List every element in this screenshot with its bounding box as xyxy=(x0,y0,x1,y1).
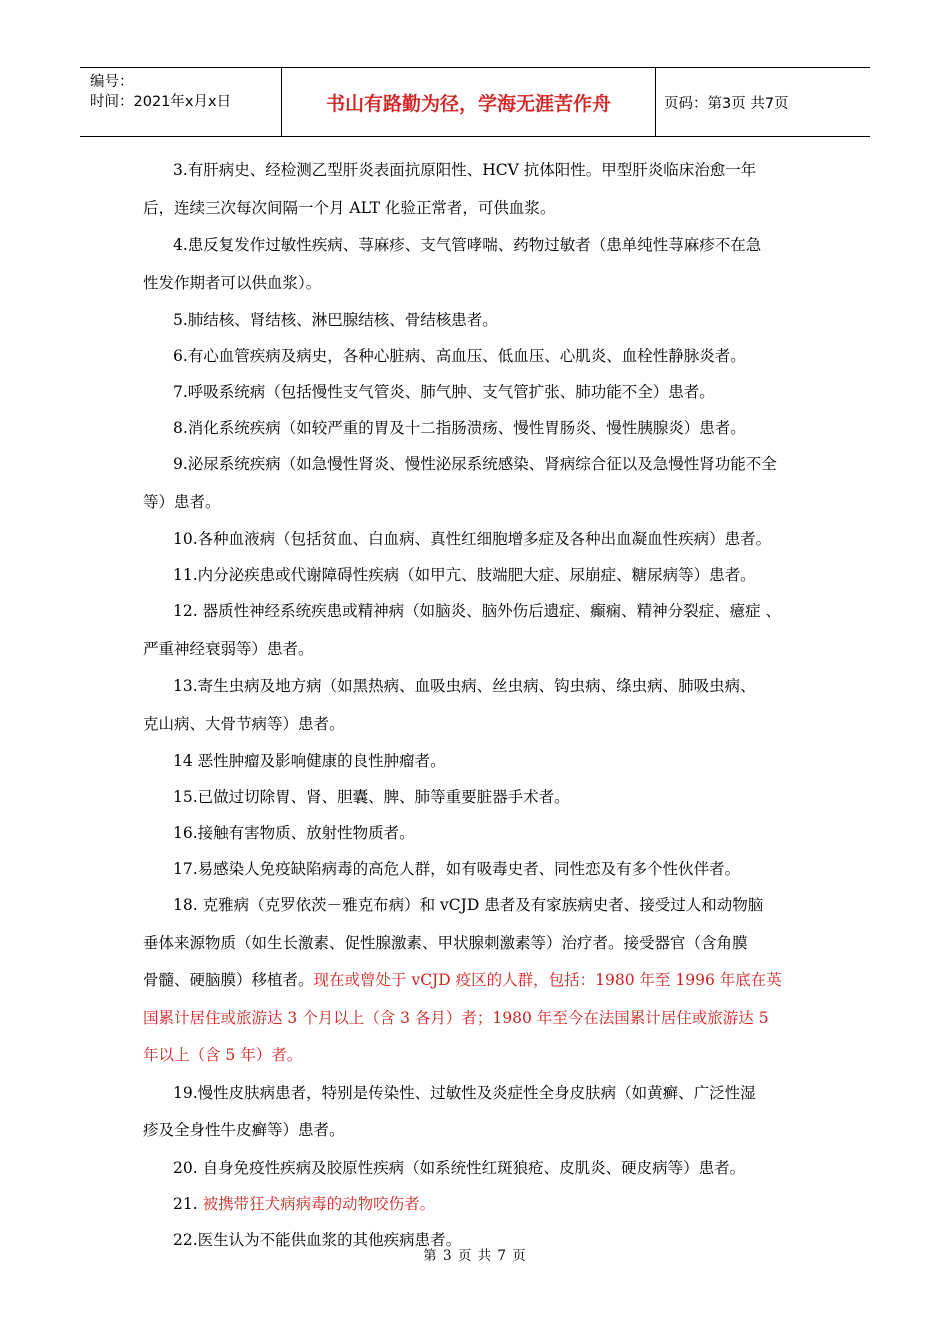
paragraph-18-line-5: 年以上（含 5 年）者。 xyxy=(143,1046,303,1064)
paragraph-21 xyxy=(143,1186,833,1222)
paragraph-line-1: 9.泌尿系统疾病（如急慢性肾炎、慢性泌尿系统感染、肾病综合征以及急慢性肾功能不全 xyxy=(173,455,777,473)
paragraph-line-2: 等）患者。 xyxy=(143,492,221,511)
paragraph-line-1: 7.呼吸系统病（包括慢性支气管炎、肺气肿、支气管扩张、肺功能不全）患者。 xyxy=(173,383,715,401)
vcjd-region-text: 现在或曾处于 vCJD 疫区的人群，包括：1980 年至 1996 年底在英 xyxy=(313,971,782,989)
paragraph-21-number: 21. xyxy=(173,1194,203,1213)
paragraph-20-line-1: 20. 自身免疫性疾病及胶原性疾病（如系统性红斑狼疮、皮肌炎、硬皮病等）患者。 xyxy=(173,1158,746,1177)
document-body xyxy=(143,152,833,1258)
paragraph xyxy=(143,410,833,446)
paragraph-18-line-1: 18. 克雅病（克罗依茨－雅克布病）和 vCJD 患者及有家族病史者、接受过人和动物脑 xyxy=(173,896,764,914)
date-label: 时间：2021年x月x日 xyxy=(90,94,232,110)
header-meta xyxy=(80,68,282,136)
paragraph-19 xyxy=(143,1075,833,1150)
paragraph xyxy=(143,593,833,668)
paragraph-18-line-2: 垂体来源物质（如生长激素、促性腺激素、甲状腺刺激素等）治疗者。接受器官（含角膜 xyxy=(143,933,748,952)
paragraph-line-1: 15.已做过切除胃、肾、胆囊、脾、肺等重要脏器手术者。 xyxy=(173,788,570,806)
paragraph-list xyxy=(143,152,833,887)
paragraph xyxy=(143,374,833,410)
paragraph-line-1: 13.寄生虫病及地方病（如黑热病、血吸虫病、丝虫病、钩虫病、绦虫病、肺吸虫病、 xyxy=(173,677,756,695)
paragraph xyxy=(143,779,833,815)
paragraph-20 xyxy=(143,1150,833,1186)
paragraph-line-2: 克山病、大骨节病等）患者。 xyxy=(143,714,345,733)
paragraph xyxy=(143,557,833,593)
paragraph-19-line-2: 疹及全身性牛皮癣等）患者。 xyxy=(143,1121,345,1139)
paragraph xyxy=(143,227,833,302)
paragraph-line-2: 严重神经衰弱等）患者。 xyxy=(143,639,314,658)
number-label: 编号： xyxy=(90,74,134,90)
paragraph xyxy=(143,815,833,851)
header-motto: 书山有路勤为径，学海无涯苦作舟 xyxy=(282,68,656,136)
paragraph-line-1: 6.有心血管疾病及病史，各种心脏病、高血压、低血压、心肌炎、血栓性静脉炎者。 xyxy=(173,347,746,365)
header-page-info: 页码：第3页 共7页 xyxy=(664,95,789,112)
paragraph xyxy=(143,521,833,557)
paragraph-line-2: 后，连续三次每次间隔一个月 ALT 化验正常者，可供血浆。 xyxy=(143,198,556,217)
paragraph xyxy=(143,446,833,521)
paragraph-line-1: 5.肺结核、肾结核、淋巴腺结核、骨结核患者。 xyxy=(173,311,498,329)
paragraph-line-1: 10.各种血液病（包括贫血、白血病、真性红细胞增多症及各种出血凝血性疾病）患者。 xyxy=(173,530,772,548)
paragraph-line-1: 3.有肝病史、经检测乙型肝炎表面抗原阳性、HCV 抗体阳性。甲型肝炎临床治愈一年 xyxy=(173,161,757,179)
paragraph-line-2: 性发作期者可以供血浆）。 xyxy=(143,273,322,292)
page-footer: 第 3 页 共 7 页 xyxy=(423,1248,527,1264)
paragraph-line-1: 11.内分泌疾患或代谢障碍性疾病（如甲亢、肢端肥大症、尿崩症、糖尿病等）患者。 xyxy=(173,566,756,584)
paragraph xyxy=(143,302,833,338)
paragraph-22-line-1: 22.医生认为不能供血浆的其他疾病患者。 xyxy=(173,1230,462,1249)
paragraph xyxy=(143,338,833,374)
paragraph-line-1: 14 恶性肿瘤及影响健康的良性肿瘤者。 xyxy=(173,752,446,770)
paragraph xyxy=(143,851,833,887)
paragraph-line-1: 17.易感染人免疫缺陷病毒的高危人群，如有吸毒史者、同性恋及有多个性伙伴者。 xyxy=(173,860,741,878)
paragraph-21-line-1 xyxy=(143,1186,833,1222)
paragraph-19-line-1: 19.慢性皮肤病患者，特别是传染性、过敏性及炎症性全身皮肤病（如黄癣、广泛性湿 xyxy=(173,1083,756,1102)
transplant-text: 骨髓、硬脑膜）移植者。 xyxy=(143,971,314,989)
paragraph-line-1: 12. 器质性神经系统疾患或精神病（如脑炎、脑外伤后遗症、癫痫、精神分裂症、癔症 、 xyxy=(173,602,782,620)
paragraph xyxy=(143,668,833,743)
page-header xyxy=(80,67,870,137)
paragraph-line-1: 8.消化系统疾病（如较严重的胃及十二指肠溃疡、慢性胃肠炎、慢性胰腺炎）患者。 xyxy=(173,419,746,437)
paragraph xyxy=(143,152,833,227)
paragraph-18 xyxy=(143,887,833,1075)
paragraph-18-line-3 xyxy=(143,962,833,1000)
rabies-bite-text: 被携带狂犬病病毒的动物咬伤者。 xyxy=(202,1194,436,1213)
paragraph xyxy=(143,743,833,779)
paragraph-line-1: 4.患反复发作过敏性疾病、荨麻疹、支气管哮喘、药物过敏者（患单纯性荨麻疹不在急 xyxy=(173,236,762,254)
paragraph-18-line-4: 国累计居住或旅游达 3 个月以上（含 3 各月）者；1980 年至今在法国累计居住或旅游达 5 xyxy=(143,1008,769,1027)
paragraph-line-1: 16.接触有害物质、放射性物质者。 xyxy=(173,824,415,842)
